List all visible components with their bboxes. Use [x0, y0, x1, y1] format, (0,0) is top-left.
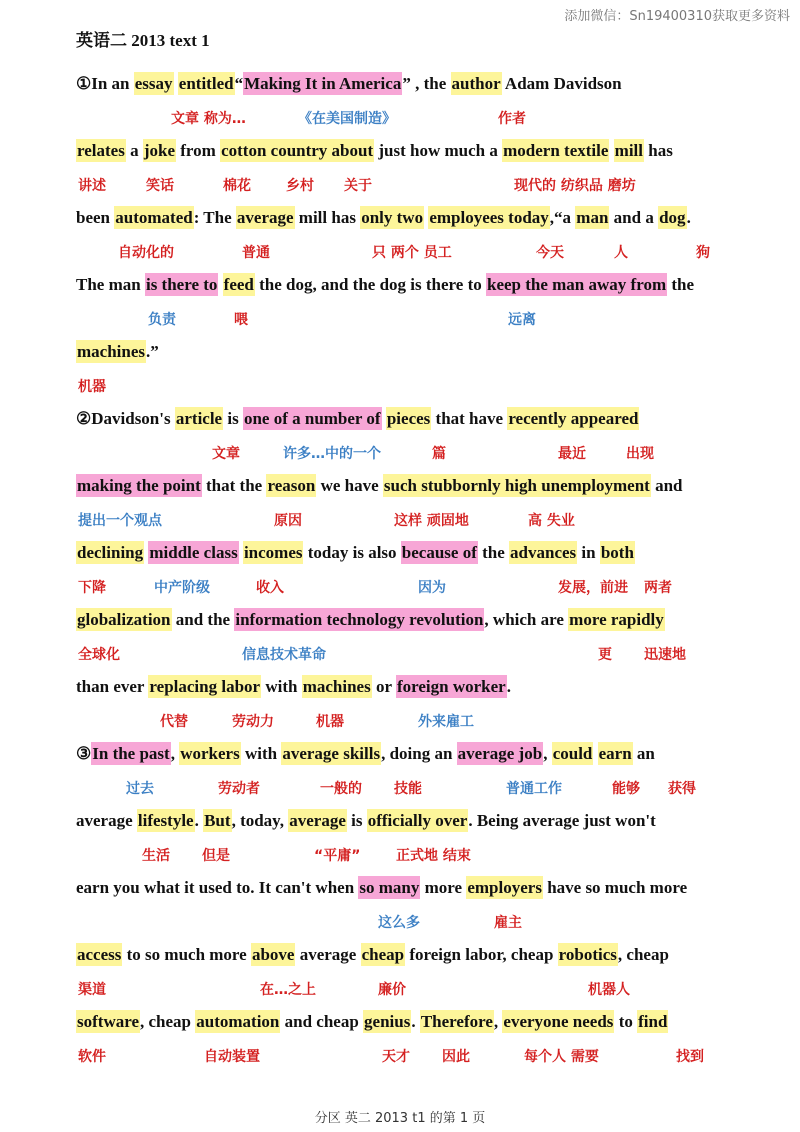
text-segment: average [295, 945, 361, 964]
chinese-gloss: 因此 [442, 1049, 470, 1065]
chinese-gloss: 两者 [644, 580, 672, 596]
chinese-gloss: 棉花 [223, 178, 251, 194]
chinese-gloss: 更 [598, 647, 612, 663]
chinese-annotation-line [76, 644, 766, 668]
text-segment: have so much more [542, 878, 688, 897]
chinese-gloss: 机器 [316, 714, 344, 730]
text-segment: today is also [303, 543, 401, 562]
english-line [76, 405, 756, 433]
highlighted-phrase: foreign worker [396, 677, 506, 696]
text-segment: . [194, 811, 204, 830]
chinese-gloss: 普通 [242, 245, 270, 261]
chinese-gloss: 自动装置 [204, 1049, 260, 1065]
text-segment: Adam Davidson [501, 74, 622, 93]
text-segment: .” [146, 342, 159, 361]
text-segment: The man [76, 275, 145, 294]
english-line [76, 338, 756, 366]
text-segment: been [76, 208, 115, 227]
text-segment: an [632, 744, 655, 763]
highlighted-phrase: modern textile [503, 141, 609, 160]
chinese-gloss: 全球化 [78, 647, 120, 663]
highlighted-phrase: so many [359, 878, 420, 897]
text-segment: and the [171, 610, 235, 629]
text-segment [593, 744, 597, 763]
highlighted-phrase: In the past [92, 744, 170, 763]
chinese-gloss: 能够 [612, 781, 640, 797]
highlighted-phrase: Making It in America [244, 74, 402, 93]
chinese-gloss: 迅速地 [644, 647, 686, 663]
text-segment: a [125, 141, 143, 160]
chinese-gloss: 关于 [344, 178, 372, 194]
chinese-annotation-line [76, 1046, 766, 1070]
chinese-gloss: 原因 [274, 513, 302, 529]
highlighted-phrase: average [236, 208, 294, 227]
highlighted-phrase: average job [457, 744, 543, 763]
english-line [76, 204, 756, 232]
text-segment: we have [316, 476, 383, 495]
text-segment: and [650, 476, 683, 495]
highlighted-phrase: average skills [282, 744, 381, 763]
chinese-gloss: 负责 [148, 312, 176, 328]
chinese-gloss: 每个人 需要 [524, 1049, 599, 1065]
highlighted-phrase: automation [196, 1012, 280, 1031]
text-segment: with [240, 744, 282, 763]
highlighted-phrase: incomes [243, 543, 303, 562]
text-segment: just how much a [374, 141, 503, 160]
highlighted-phrase: cheap [361, 945, 405, 964]
chinese-gloss: 下降 [78, 580, 106, 596]
text-segment: from [176, 141, 221, 160]
chinese-gloss: 文章 [212, 446, 240, 462]
highlighted-phrase: because of [401, 543, 477, 562]
highlighted-phrase: recently appeared [508, 409, 639, 428]
text-segment: , doing an [381, 744, 457, 763]
text-segment: earn you what it used to. It can't when [76, 878, 359, 897]
highlighted-phrase: pieces [386, 409, 431, 428]
chinese-gloss: 生活 [142, 848, 170, 864]
text-segment: to [614, 1012, 638, 1031]
english-line [76, 673, 756, 701]
chinese-gloss: 狗 [696, 245, 710, 261]
highlighted-phrase: employers [467, 878, 542, 897]
highlighted-phrase: officially over [367, 811, 468, 830]
english-line [76, 70, 756, 98]
english-line [76, 941, 756, 969]
page-footer: 分区 英二 2013 t1 的第 1 页 [314, 1111, 486, 1126]
chinese-gloss: 这样 顽固地 [394, 513, 469, 529]
highlighted-phrase: average [289, 811, 346, 830]
text-segment: , [543, 744, 552, 763]
chinese-gloss: 人 [614, 245, 628, 261]
text-segment: than ever [76, 677, 149, 696]
chinese-gloss: 发展，前进 [558, 580, 628, 596]
chinese-gloss: 正式地 结束 [396, 848, 471, 864]
text-segment: . [686, 208, 691, 227]
highlighted-phrase: robotics [558, 945, 617, 964]
chinese-gloss: 过去 [126, 781, 154, 797]
highlighted-phrase: reason [267, 476, 316, 495]
text-segment: ” , the [402, 74, 451, 93]
text-segment: ,“a [549, 208, 576, 227]
text-segment: , [170, 744, 180, 763]
highlighted-phrase: feed [223, 275, 254, 294]
highlighted-phrase: essay [134, 74, 173, 93]
chinese-gloss: 机器人 [588, 982, 630, 998]
highlighted-phrase: dog [659, 208, 686, 227]
chinese-gloss: 代替 [160, 714, 188, 730]
english-line [76, 807, 756, 835]
chinese-gloss: 外来雇工 [418, 714, 474, 730]
chinese-gloss: 劳动者 [218, 781, 260, 797]
text-segment: is [346, 811, 367, 830]
watermark: 添加微信：Sn19400310获取更多资料 [564, 9, 790, 24]
highlighted-phrase: replacing labor [149, 677, 261, 696]
chinese-annotation-line [76, 510, 766, 534]
chinese-gloss: 出现 [626, 446, 654, 462]
text-segment: is [223, 409, 243, 428]
chinese-gloss: 今天 [536, 245, 564, 261]
chinese-annotation-line [76, 845, 766, 869]
chinese-gloss: 现代的 纺织品 磨坊 [514, 178, 636, 194]
text-segment: ③ [76, 744, 92, 763]
chinese-annotation-line [76, 175, 766, 199]
text-segment: . Being average just won't [468, 811, 656, 830]
highlighted-phrase: But [204, 811, 231, 830]
chinese-gloss: 这么多 [378, 915, 420, 931]
chinese-gloss: 一般的 [320, 781, 362, 797]
highlighted-phrase: one of a number of [243, 409, 381, 428]
text-segment: the [667, 275, 695, 294]
chinese-annotation-line [76, 778, 766, 802]
english-line [76, 137, 756, 165]
chinese-gloss: 找到 [676, 1049, 704, 1065]
highlighted-phrase: everyone needs [503, 1012, 614, 1031]
text-segment: , [493, 1012, 503, 1031]
chinese-gloss: 文章 称为… [171, 111, 246, 127]
chinese-gloss: 只 两个 员工 [372, 245, 452, 261]
chinese-gloss: 机器 [78, 379, 106, 395]
highlighted-phrase: genius [364, 1012, 411, 1031]
chinese-annotation-line [76, 108, 766, 132]
highlighted-phrase: is there to [145, 275, 218, 294]
chinese-gloss: 《在美国制造》 [298, 111, 396, 127]
text-segment: the [477, 543, 510, 562]
english-line [76, 606, 756, 634]
text-segment: to so much more [122, 945, 251, 964]
page-title: 英语二 2013 text 1 [76, 31, 210, 50]
chinese-gloss: 中产阶级 [154, 580, 210, 596]
highlighted-phrase: such stubbornly high unemployment [383, 476, 650, 495]
chinese-annotation-line [76, 577, 766, 601]
chinese-gloss: 作者 [498, 111, 526, 127]
text-segment: the dog, and the dog is there to [254, 275, 486, 294]
english-line [76, 1008, 756, 1036]
highlighted-phrase: both [600, 543, 634, 562]
chinese-gloss: “平庸” [314, 848, 361, 864]
chinese-annotation-line [76, 309, 766, 333]
chinese-gloss: 普通工作 [506, 781, 562, 797]
chinese-gloss: 远离 [508, 312, 536, 328]
chinese-gloss: 获得 [668, 781, 696, 797]
highlighted-phrase: globalization [77, 610, 171, 629]
chinese-gloss: 乡村 [286, 178, 314, 194]
highlighted-phrase: article [175, 409, 223, 428]
text-segment: : The [193, 208, 236, 227]
highlighted-phrase: middle class [149, 543, 238, 562]
highlighted-phrase: cotton country about [221, 141, 374, 160]
chinese-gloss: 在…之上 [260, 982, 316, 998]
chinese-gloss: 因为 [418, 580, 446, 596]
english-line [76, 874, 756, 902]
highlighted-phrase: making the point [77, 476, 201, 495]
chinese-gloss: 但是 [202, 848, 230, 864]
chinese-gloss: 雇主 [494, 915, 522, 931]
chinese-annotation-line [76, 912, 766, 936]
chinese-gloss: 讲述 [78, 178, 106, 194]
chinese-gloss: 最近 [558, 446, 586, 462]
chinese-gloss: 篇 [432, 446, 446, 462]
chinese-gloss: 信息技术革命 [242, 647, 326, 663]
chinese-gloss: 天才 [382, 1049, 410, 1065]
highlighted-phrase: only two [361, 208, 424, 227]
text-segment: mill has [294, 208, 361, 227]
text-segment: ①In an [76, 74, 134, 93]
highlighted-phrase: employees today [429, 208, 549, 227]
chinese-gloss: 喂 [234, 312, 248, 328]
text-segment: average [76, 811, 137, 830]
chinese-gloss: 软件 [78, 1049, 106, 1065]
highlighted-phrase: machines [77, 342, 145, 361]
highlighted-phrase: more rapidly [569, 610, 664, 629]
text-segment: , which are [484, 610, 569, 629]
chinese-gloss: 劳动力 [232, 714, 274, 730]
highlighted-phrase: could [552, 744, 593, 763]
highlighted-phrase: keep the man away from [486, 275, 667, 294]
chinese-gloss: 技能 [394, 781, 422, 797]
highlighted-phrase: earn [598, 744, 632, 763]
highlighted-phrase: declining [77, 543, 144, 562]
highlighted-phrase: lifestyle [137, 811, 194, 830]
english-line [76, 740, 756, 768]
text-segment: foreign labor, cheap [405, 945, 558, 964]
highlighted-phrase: Therefore [420, 1012, 493, 1031]
highlighted-phrase: workers [180, 744, 240, 763]
text-segment: that the [201, 476, 267, 495]
highlighted-phrase: access [77, 945, 122, 964]
chinese-gloss: 收入 [256, 580, 284, 596]
chinese-annotation-line [76, 979, 766, 1003]
english-line [76, 539, 756, 567]
chinese-gloss: 许多…中的一个 [283, 446, 381, 462]
highlighted-phrase: relates [77, 141, 125, 160]
highlighted-phrase: mill [614, 141, 644, 160]
chinese-gloss: 高 失业 [528, 513, 575, 529]
highlighted-phrase: entitled [178, 74, 234, 93]
text-segment: with [261, 677, 302, 696]
chinese-gloss: 自动化的 [118, 245, 174, 261]
english-line [76, 472, 756, 500]
text-segment: that have [431, 409, 508, 428]
highlighted-phrase: automated [115, 208, 193, 227]
chinese-gloss: 提出一个观点 [78, 513, 162, 529]
chinese-annotation-line [76, 376, 766, 400]
highlighted-phrase: find [638, 1012, 668, 1031]
text-segment: . [411, 1012, 420, 1031]
highlighted-phrase: software [77, 1012, 139, 1031]
text-segment: . [506, 677, 511, 696]
text-segment: in [577, 543, 600, 562]
chinese-gloss: 廉价 [378, 982, 406, 998]
chinese-annotation-line [76, 443, 766, 467]
highlighted-phrase: author [451, 74, 501, 93]
text-segment: , today, [231, 811, 289, 830]
highlighted-phrase: information technology revolution [235, 610, 484, 629]
text-segment: , cheap [140, 1012, 196, 1031]
text-segment: , cheap [617, 945, 669, 964]
text-segment: ②Davidson's [76, 409, 175, 428]
text-segment: more [420, 878, 467, 897]
chinese-gloss: 渠道 [78, 982, 106, 998]
highlighted-phrase: joke [143, 141, 176, 160]
highlighted-phrase: man [576, 208, 609, 227]
chinese-gloss: 笑话 [146, 178, 174, 194]
highlighted-phrase: above [251, 945, 295, 964]
text-segment: and a [609, 208, 659, 227]
text-segment: and cheap [280, 1012, 364, 1031]
text-segment: or [371, 677, 396, 696]
highlighted-phrase: machines [302, 677, 371, 696]
text-segment: has [644, 141, 673, 160]
text-segment: “ [234, 74, 244, 93]
highlighted-phrase: advances [510, 543, 577, 562]
chinese-annotation-line [76, 711, 766, 735]
chinese-annotation-line [76, 242, 766, 266]
english-line [76, 271, 756, 299]
